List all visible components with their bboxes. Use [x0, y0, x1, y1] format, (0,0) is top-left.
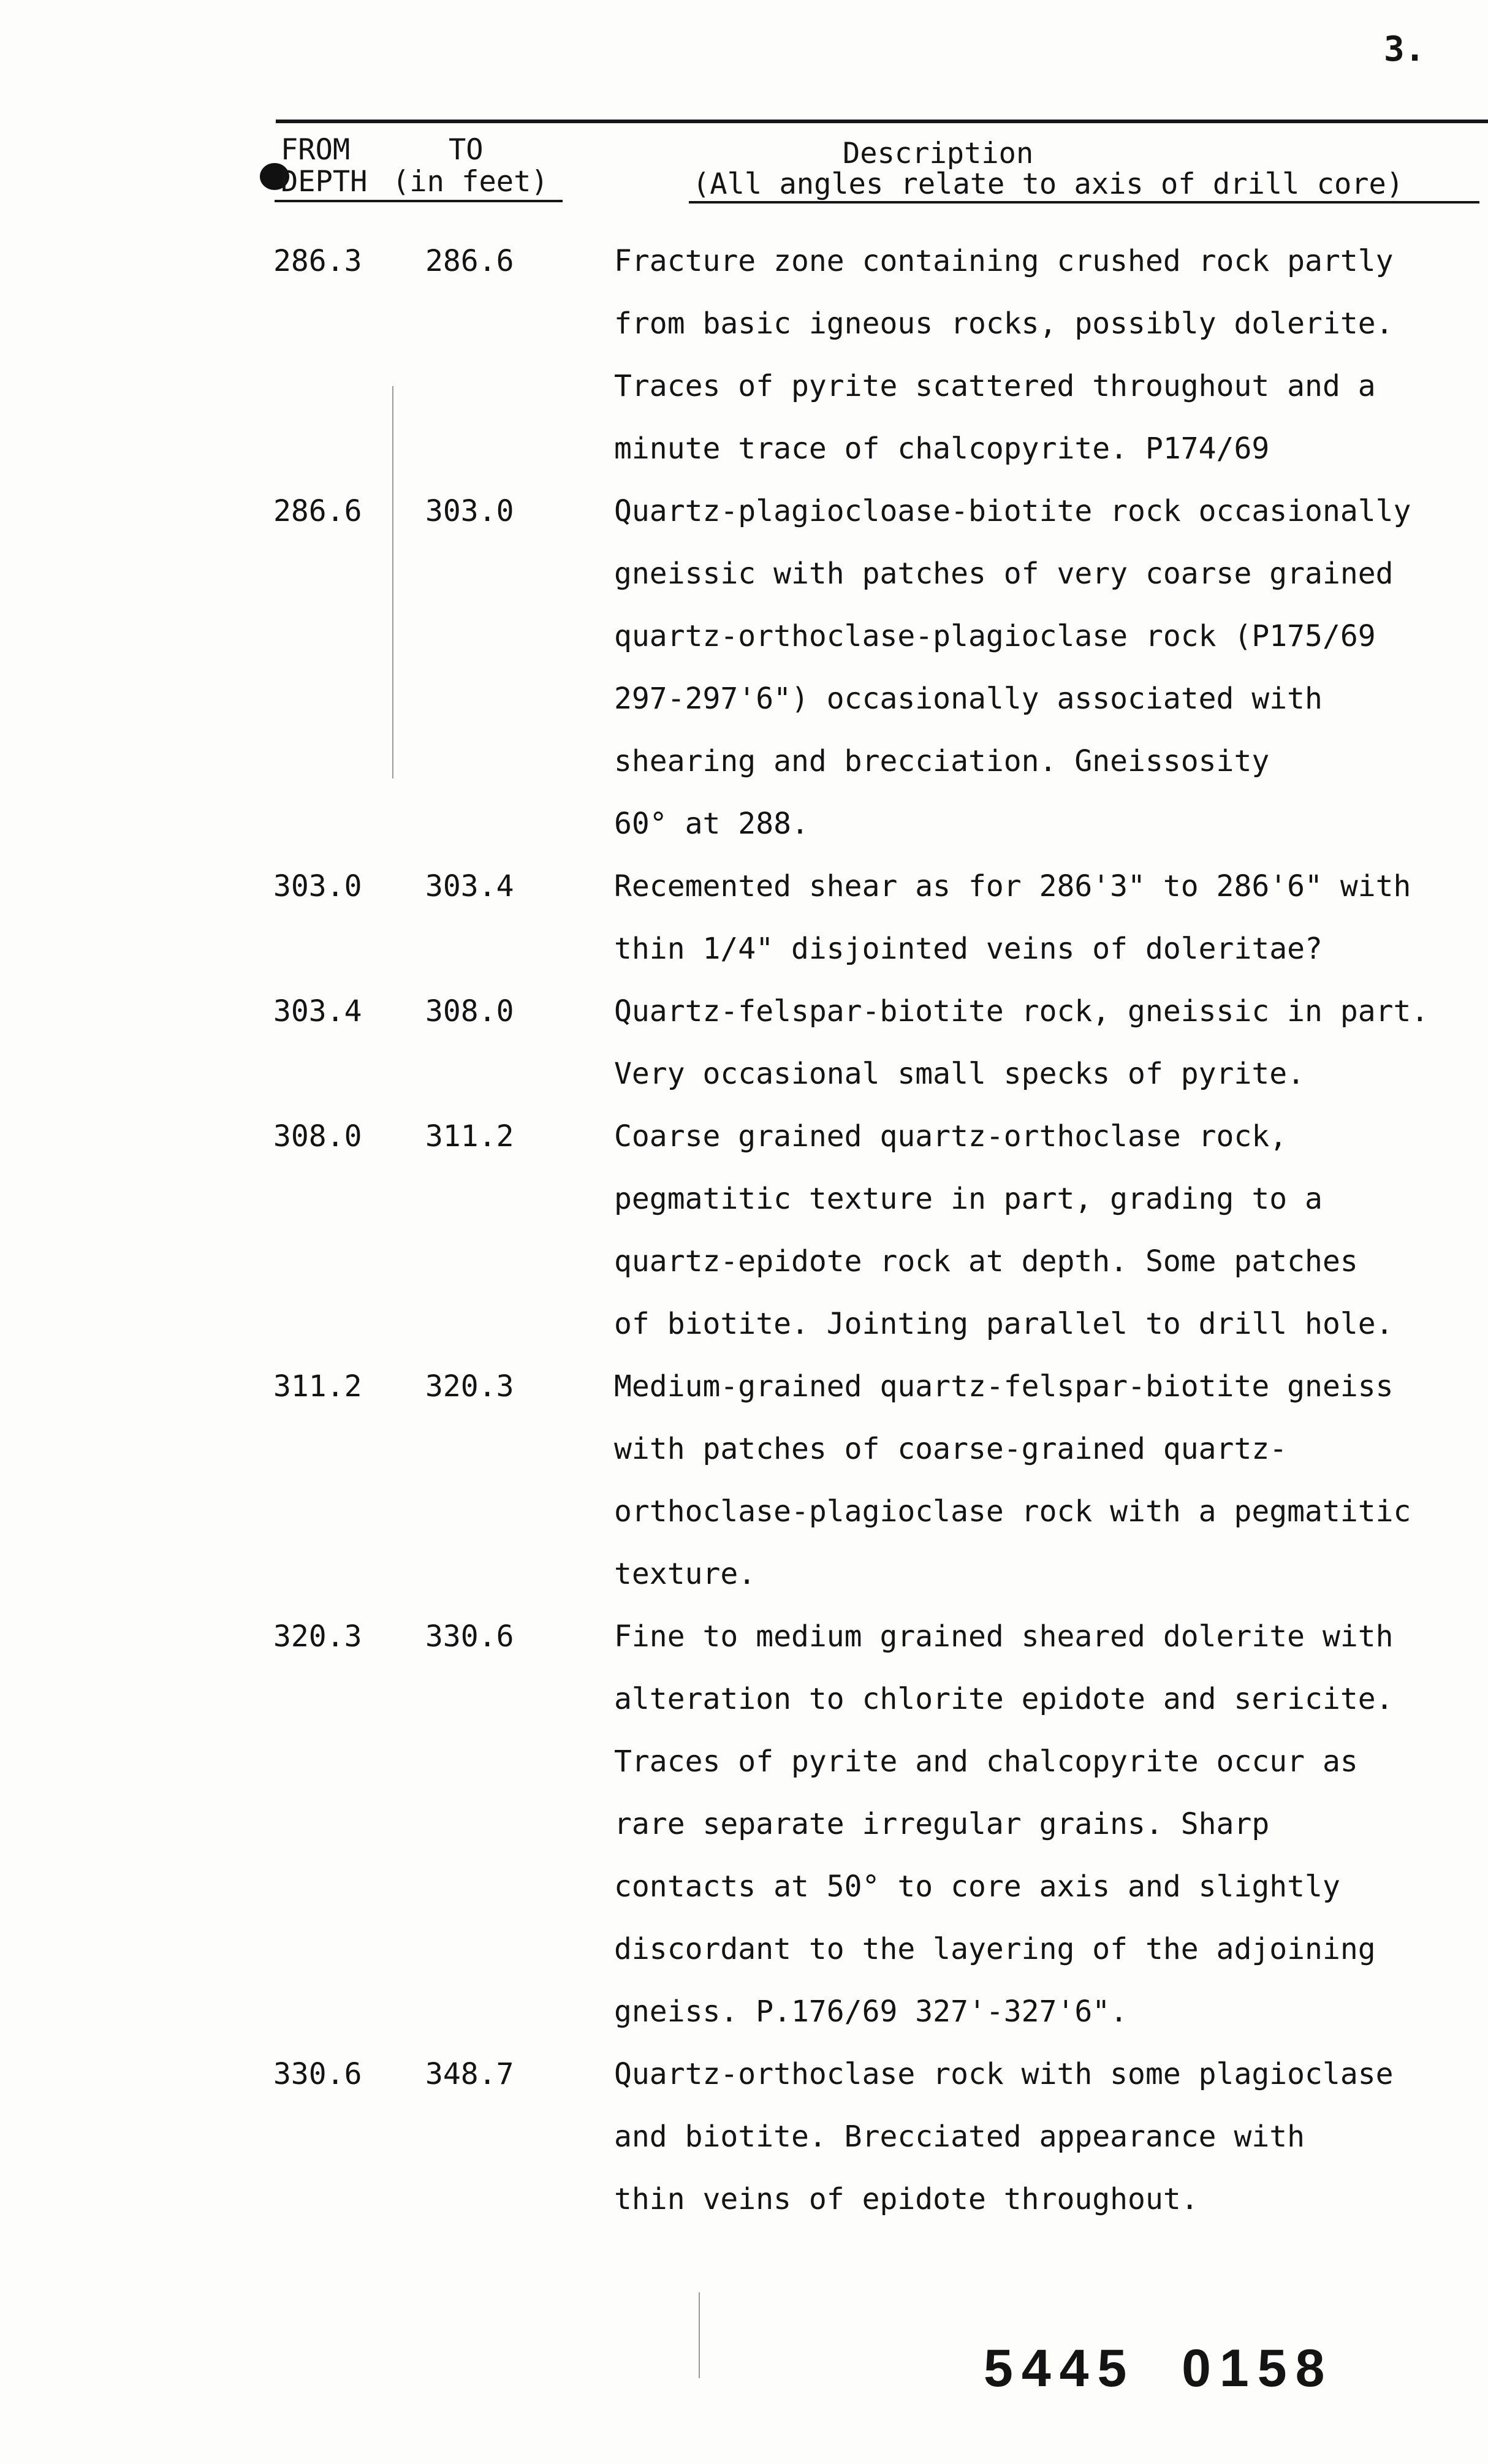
depth-from: 320.3	[273, 1619, 362, 1654]
header-description-label: Description	[843, 137, 1034, 170]
entry-description: Coarse grained quartz-orthoclase rock, pegmatitic texture in part, grading to a quartz-epidote rock at depth. Some patches of biotite. Jointing parallel to drill hole.	[614, 1119, 1394, 1341]
depth-to: 330.6	[425, 1619, 514, 1654]
depth-to: 311.2	[425, 1119, 514, 1154]
document-number: 5445 0158	[984, 2339, 1334, 2398]
log-entry	[0, 1605, 1488, 2043]
depth-from: 286.6	[273, 494, 362, 528]
entry-description: Medium-grained quartz-felspar-biotite gneiss with patches of coarse-grained quartz- orthoclase-plagioclase rock with a pegmatitic texture.	[614, 1369, 1411, 1591]
header-from-label: FROM	[281, 133, 351, 167]
log-entry	[0, 480, 1488, 855]
log-entry	[0, 1355, 1488, 1605]
log-entry	[0, 1105, 1488, 1355]
header-description-note: (All angles relate to axis of drill core)	[693, 167, 1404, 201]
depth-from: 303.0	[273, 869, 362, 903]
entry-description: Quartz-orthoclase rock with some plagioclase and biotite. Brecciated appearance with thin veins of epidote throughout.	[614, 2057, 1394, 2216]
depth-to: 320.3	[425, 1369, 514, 1404]
pencil-stroke	[699, 2292, 700, 2378]
depth-to: 303.0	[425, 494, 514, 528]
depth-to: 308.0	[425, 994, 514, 1029]
entry-description: Quartz-plagiocloase-biotite rock occasionally gneissic with patches of very coarse grained quartz-orthoclase-plagioclase rock (P175/69 297-297'6") occasionally associated with shearing and brecciation. Gneissosity 60° at 288.	[614, 494, 1411, 841]
entry-description: Quartz-felspar-biotite rock, gneissic in part. Very occasional small specks of pyrite.	[614, 994, 1429, 1091]
log-entry	[0, 230, 1488, 480]
depth-to: 348.7	[425, 2057, 514, 2091]
log-entry	[0, 855, 1488, 980]
depth-from: 330.6	[273, 2057, 362, 2091]
header-top-rule	[276, 120, 1488, 123]
entry-description: Fine to medium grained sheared dolerite with alteration to chlorite epidote and sericite. Traces of pyrite and chalcopyrite occur as rare separate irregular grains. Sharp contacts at 50° to core axis and slightly discordant to the layering of the adjoining gneiss. P.176/69 327'-327'6".	[614, 1619, 1394, 2029]
depth-to: 303.4	[425, 869, 514, 903]
log-entry	[0, 980, 1488, 1105]
header-depth-underline	[275, 200, 563, 202]
log-entry	[0, 2043, 1488, 2230]
entry-description: Fracture zone containing crushed rock partly from basic igneous rocks, possibly dolerite. Traces of pyrite scattered throughout and a minute trace of chalcopyrite. P174/69	[614, 244, 1394, 466]
depth-to: 286.6	[425, 244, 514, 278]
depth-from: 303.4	[273, 994, 362, 1029]
core-log-entries	[0, 230, 1488, 2230]
header-unit-label: (in feet)	[392, 165, 549, 199]
depth-from: 308.0	[273, 1119, 362, 1154]
page-number: 3.	[1384, 29, 1425, 69]
header-description-underline	[689, 201, 1479, 203]
depth-from: 286.3	[273, 244, 362, 278]
header-to-label: TO	[449, 133, 484, 167]
depth-from: 311.2	[273, 1369, 362, 1404]
entry-description: Recemented shear as for 286'3" to 286'6" with thin 1/4" disjointed veins of doleritae?	[614, 869, 1411, 966]
header-depth-label: DEPTH	[281, 165, 368, 199]
